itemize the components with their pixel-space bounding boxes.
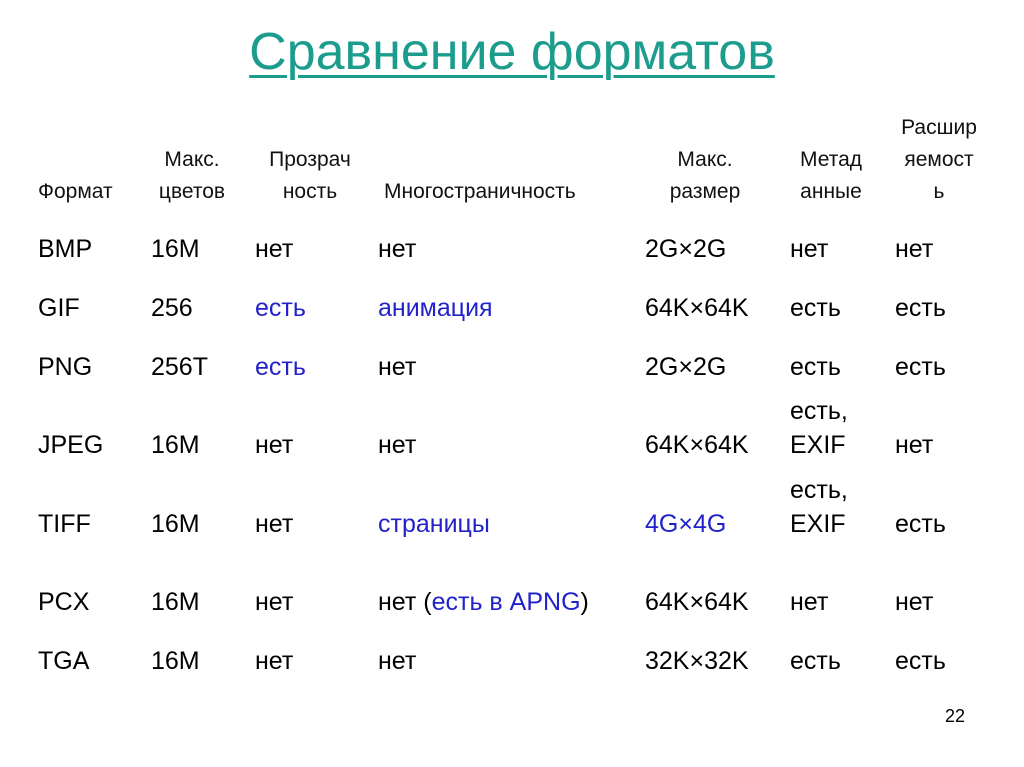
cell-size: 4G×4G (645, 510, 727, 538)
cell-format: BMP (38, 235, 93, 263)
cell-metadata-line2: EXIF (790, 510, 846, 538)
cell-multipage: нет (378, 353, 417, 381)
cell-transparency: нет (255, 431, 294, 459)
cell-transparency: нет (255, 235, 294, 263)
header-colors-line1: Макс. (164, 148, 220, 171)
cell-transparency: есть (255, 353, 306, 381)
cell-metadata-line2: EXIF (790, 431, 846, 459)
cell-size: 64K×64K (645, 588, 749, 616)
header-multipage: Многостраничность (384, 180, 576, 203)
cell-transparency: есть (255, 294, 306, 322)
cell-extensibility: есть (895, 294, 946, 322)
cell-colors: 16M (151, 235, 200, 263)
cell-colors: 16M (151, 588, 200, 616)
cell-multipage: страницы (378, 510, 490, 538)
cell-extensibility: есть (895, 510, 946, 538)
cell-metadata-line1: есть, (790, 397, 848, 425)
cell-metadata-line1: есть, (790, 476, 848, 504)
cell-colors: 16M (151, 647, 200, 675)
cell-multipage-text: нет ( (378, 588, 432, 616)
header-extensibility-line1: Расшир (901, 116, 977, 139)
cell-multipage: анимация (378, 294, 493, 322)
cell-format: PCX (38, 588, 90, 616)
cell-format: GIF (38, 294, 80, 322)
header-size-line1: Макс. (677, 148, 733, 171)
cell-extensibility: нет (895, 431, 934, 459)
cell-colors: 256T (151, 353, 208, 381)
cell-extensibility: нет (895, 235, 934, 263)
cell-extensibility: есть (895, 647, 946, 675)
header-size-line2: размер (669, 180, 741, 203)
header-transparency-line1: Прозрач (269, 148, 351, 171)
cell-multipage (378, 583, 589, 621)
cell-multipage-highlight: есть в APNG (431, 588, 581, 616)
cell-multipage-paren: ) (580, 588, 589, 616)
header-colors-line2: цветов (158, 180, 226, 203)
cell-extensibility: есть (895, 353, 946, 381)
cell-size: 2G×2G (645, 235, 727, 263)
cell-format: TIFF (38, 510, 91, 538)
header-metadata-line1: Метад (799, 148, 863, 171)
cell-metadata: есть (790, 647, 841, 675)
cell-format: PNG (38, 353, 93, 381)
cell-colors: 256 (151, 294, 193, 322)
slide-title: Сравнение форматов (249, 23, 775, 81)
cell-metadata: есть (790, 294, 841, 322)
cell-multipage: нет (378, 647, 417, 675)
cell-size: 64K×64K (645, 431, 749, 459)
cell-size: 32K×32K (645, 647, 749, 675)
cell-multipage: нет (378, 235, 417, 263)
cell-metadata: нет (790, 235, 829, 263)
header-metadata-line2: анные (800, 180, 862, 203)
cell-format: JPEG (38, 431, 104, 459)
header-format: Формат (38, 180, 113, 203)
cell-format: TGA (38, 647, 90, 675)
cell-multipage: нет (378, 431, 417, 459)
cell-size: 64K×64K (645, 294, 749, 322)
cell-colors: 16M (151, 431, 200, 459)
cell-transparency: нет (255, 588, 294, 616)
header-extensibility-line3: ь (933, 180, 945, 203)
cell-transparency: нет (255, 510, 294, 538)
header-transparency-line2: ность (282, 180, 338, 203)
cell-colors: 16M (151, 510, 200, 538)
slide-number: 22 (944, 706, 966, 726)
cell-extensibility: нет (895, 588, 934, 616)
cell-transparency: нет (255, 647, 294, 675)
cell-metadata: есть (790, 353, 841, 381)
cell-metadata: нет (790, 588, 829, 616)
cell-size: 2G×2G (645, 353, 727, 381)
header-extensibility-line2: яемост (904, 148, 974, 171)
